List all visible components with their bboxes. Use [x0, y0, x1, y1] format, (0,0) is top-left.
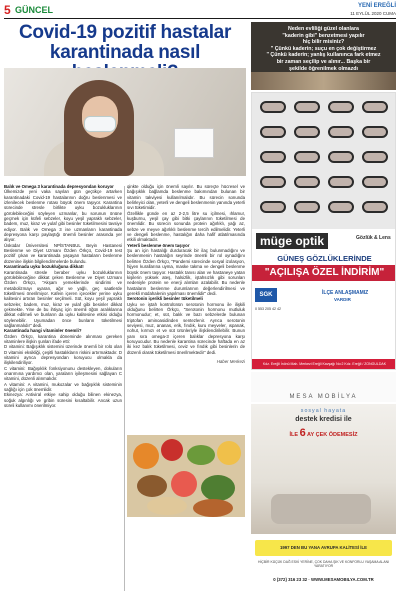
- issue-date: 11 EYLÜL 2020 CUMA: [350, 11, 396, 16]
- subheading: Serotonin içerikli besinler tüketilmeli: [127, 296, 203, 302]
- subheading: Yeterli beslenme önem taşıyor: [127, 242, 190, 248]
- sunglasses-icon: [362, 126, 388, 138]
- sunglasses-icon: [362, 151, 388, 163]
- paragraph: Şu an için hastalığı durduracak bir ilaç bulunmadığını ve beslenmenin hastalığın seyrinde önemli bir rol oynadığını belirten Özden Örkçü, "Pandemi sürecinde sosyal izolasyon, hijyen kurallarına uyma, maske takma ve dengeli beslenme büyük önem taşıyor. Hastalık tanısı alan ve hastaneye yatan kişilerin yüksek ateş, halsizlik, iştahsızlık gibi sorunları nedeniyle protein ve enerji alımları azalabilir. Bu nedenle hastaların beslenme durumlarının değerlendirilmesi ve gerekli müdahalenin yapılması önemlidir" dedi.: [127, 248, 245, 296]
- optik-logo: müge optik: [256, 233, 328, 249]
- quote-line: hiç bilir misiniz?: [302, 39, 345, 46]
- sunglasses-icon: [294, 176, 320, 188]
- column-divider: [124, 186, 125, 591]
- sunglasses-icon: [294, 126, 320, 138]
- sunglasses-icon: [260, 151, 286, 163]
- photo-tissue: [174, 128, 214, 158]
- quote-line: bir zaman seçilip ve alınır... Başka bir: [276, 58, 371, 65]
- mesa-sofa: [271, 494, 371, 524]
- mesa-footer-note: HİÇBİR KÜÇÜK DAĞ ESKİ YERİNE, ÇOK DAHA ŞIK VE KONFORLU YAŞAMA ALANI YARATIYOR: [258, 560, 389, 569]
- photo-face-mask: [84, 116, 116, 132]
- headline-line-1: Covid-19 pozitif hastalar: [18, 22, 232, 43]
- sunglasses-icon: [328, 101, 354, 113]
- mesa-room-photo: [251, 404, 396, 534]
- mesa-offer: [251, 427, 396, 439]
- optik-tagline: Gözlük & Lens: [356, 235, 391, 241]
- sunglasses-icon: [328, 176, 354, 188]
- optik-var: VARDIR: [334, 297, 351, 302]
- optik-headline: GÜNEŞ GÖZLÜKLERİNDE: [277, 254, 372, 263]
- mesa-contact: 0 (372) 316 23 32 · WWW.MESAMOBILYA.COM.TR: [273, 577, 374, 582]
- optik-phone: 0 553 205 42 42: [255, 307, 281, 311]
- quote-line: " Çünkü kaderin; yanlış kullanınca fark etmez: [266, 52, 381, 59]
- quote-line: şekilde öğrenilmek olmazdı: [289, 65, 358, 72]
- headline-line-2: karantinada nasıl: [49, 42, 201, 63]
- paragraph: Üsküdar Üniversitesi NPİSTANBUL Beyin Hastanesi Beslenme ve Diyet Uzmanı Özden Örkçü, Covid-19 test pozitif çıkan ve karantinada yaşayan hastaların beslenme düzenine ilişkin bilgilendirmelerde bulundu.: [4, 242, 122, 264]
- quote-line: Neden evliliği güzel olanlara: [288, 26, 359, 32]
- paragraph: Ekinezya: Antiviral etkiye sahip olduğu bilinen ekinezya, soğuk algınlığı ve gribin süresini kısaltabilir. Ancak uzun süreli kullanımı önerilmiyor.: [4, 392, 122, 409]
- optik-ad: [251, 92, 396, 370]
- mesa-quality-banner: 1997 DEN BU YANA AVRUPA KALİTESİ İLE: [255, 540, 392, 556]
- paragraph: A vitamini: A vitamini, mukozalar ve bağışıklık sisteminin sağlığı için çok önemlidir.: [4, 381, 122, 393]
- paragraph: D vitamini: Bağışıklık sistemini üzerinde önemli bir rolü olan D vitamini eksikliği, çeşitli hastalıkların riskini artırmaktadır. D vitamini ayrıca depresyondan koruyucu olmakla da ilişkilendiriliyor.: [4, 344, 122, 366]
- sunglasses-icon: [362, 201, 388, 213]
- ad-eye-photo: [251, 72, 396, 90]
- mesa-ad: [251, 372, 396, 590]
- quote-line: " Çünkü kaderin; suçu en çok değiştirmez: [270, 45, 377, 52]
- newspaper-name: YENİ EREĞLİ: [357, 3, 396, 9]
- page-number: 5: [4, 3, 11, 17]
- paragraph: C vitamini: Bağışıklık fonksiyonunu destekleyen, dokuların onarımına yardımcı olan, yaraların iyileşmesini sağlayan C vitamini, düzenli alınmalıdır.: [4, 365, 122, 382]
- sgk-logo: SGK: [255, 288, 277, 302]
- sunglasses-display: [252, 93, 396, 229]
- mesa-ile: İLE: [289, 432, 299, 438]
- paragraph: Uyku ve iştah kontrolünün serotonin hormonu ile ilişkili olduğunu belirten Örkçü, "Serotonin hormonu mutluluk hormonudur; et, süt, balık ve bazı sebzelerde bulunan triptofan aminoasidinden sentezlenir. Ayrıca serotonin seviyesi, muz, ananas, erik, fındık, kuru meyveler, ıspanak, nohut, kırmızı et ve süt ürünleriyle ilişkilendirilebilir. Bunun yanı sıra omega-3 içeren balıklar depresyona karşı koruyucudur. Bu nedenle karantina sürecinde haftada en az iki kez balık tüketilmesi, ceviz ve fındık gibi besinlerin de düzenli olarak tüketilmesi önerilmektedir" dedi.: [127, 301, 245, 355]
- paragraph: Ülkemizde yeni vaka sayıları gün geçtikçe artarken karantinadaki Covid-19 hastalarının doğru beslenmesi ve izlenilecek beslenme rotası büyük önem taşıyor. Karantina sürecinde stresle birlikte uyku bozukluklarının görülebileceğini söyleyen uzmanlar, bu sorunun önüne geçmek için küfeli sebzeler, koyu yeşil yapraklı sebzeler, badem, muz, kiraz ve yulaf gibi besinler tüketilmesini tavsiye ediyor. Balık ve Omega 3 ise uzmanların karantinada depresyona karşı paylaştığı önemli besinler arasında yer alıyor.: [4, 189, 122, 243]
- paragraph: Özellikle günde en az 2-2,5 litre su içilmesi, ıhlamur, kuşburnu, yeşil çay gibi bitki çaylarının tüketilmesi de önemlidir. Bu sürecin sonunda protein ağırlıklı, yağı az, sebze ve meyve ağırlıklı beslenme tercih edilmelidir. Yeterli ve dengeli beslenme, hastalığın daha hafif atlatılmasında etkili olmaktadır.: [127, 210, 245, 243]
- article-signature: Haber Merkezi: [216, 359, 245, 364]
- food-photo: [127, 435, 245, 517]
- optik-ilce: İLÇE ANLAŞMAMIZ: [322, 290, 369, 296]
- subheading: Karantinada hangi vitaminler önemli?: [4, 328, 82, 334]
- sunglasses-icon: [294, 151, 320, 163]
- sunglasses-icon: [260, 176, 286, 188]
- subheading: Karantinada uyku bozukluğuna dikkat!: [4, 264, 84, 270]
- subheading: Balık ve Omega 3 karantinada depresyondan koruyor: [4, 184, 114, 189]
- optik-banner: "AÇILIŞA ÖZEL İNDİRİM": [252, 265, 396, 281]
- optik-address: Kdz. Ereğli İnönü Mah. Merkezi Ereğli Kavşağı No:2 Kdz. Ereğli / ZONGULDAK: [252, 359, 396, 369]
- sunglasses-icon: [362, 101, 388, 113]
- section-name: GÜNCEL: [15, 5, 53, 15]
- paragraph: qinkte olduğu için önemli sayılır. Bu süreçte hücresel ve bağışıklık bağlamda beslenme bakımından bulunan bir vitamin takviyesi kullanılmalıdır. Bu sürecin sonunda belirleyici olan, yeterli ve dengeli beslenmenin yanında yeterli sıvı tüketimidir.: [127, 184, 245, 211]
- article-photo: [4, 68, 246, 176]
- page-header: [4, 3, 396, 19]
- sunglasses-icon: [260, 201, 286, 213]
- sunglasses-icon: [260, 101, 286, 113]
- mesa-six: 6: [299, 427, 306, 439]
- article-column-1: [4, 184, 122, 408]
- paragraph: Karantinada stresle beraber uyku bozukluklarının görülebileceğine dikkat çeken Beslenme ve Diyet Uzmanı Özden Örkçü, "Akşam yemeklerinde sindirimi ve metabolizmayı uyaran, ağır ve yağlı, geç saatlerde tüketilmesi önerilmiyor. Kafein içeren içecekler yerine uyku kalitesini artıran besinler seçilmeli. Süt, koyu yeşil yapraklı sebzeler, badem, muz, kiraz ve yulaf gibi besinler dikkat çekmekte. Yine de bu ihtiyaç için önemli öğün aralıklarına dikkat edilmeli ve bunların da uyku kalitesine etkisi olduğu söylenebilir. Uyumadan önce bunların tüketilmesi sağlanmalıdır" dedi.: [4, 269, 122, 328]
- sunglasses-icon: [260, 126, 286, 138]
- sunglasses-icon: [328, 151, 354, 163]
- sunglasses-icon: [362, 176, 388, 188]
- sunglasses-icon: [328, 201, 354, 213]
- sunglasses-icon: [294, 201, 320, 213]
- sunglasses-icon: [328, 126, 354, 138]
- paragraph: Özden Örkçü, karantina döneminde alınması gereken vitaminlere ilişkin şunları ifade etti:: [4, 333, 122, 344]
- mesa-destek: destek kredisi ile: [295, 416, 352, 423]
- article-column-2: [127, 184, 245, 364]
- mesa-brand: MESA MOBİLYA: [289, 394, 358, 400]
- mesa-ay: AY ÇEK ÖDEMESİZ: [307, 432, 358, 438]
- mesa-sosyal: sosyal hayata: [300, 408, 347, 414]
- quote-line: "kaderin gibi" benzetmesi yapılır: [282, 32, 365, 39]
- quote-ad: [251, 22, 396, 90]
- sunglasses-icon: [294, 101, 320, 113]
